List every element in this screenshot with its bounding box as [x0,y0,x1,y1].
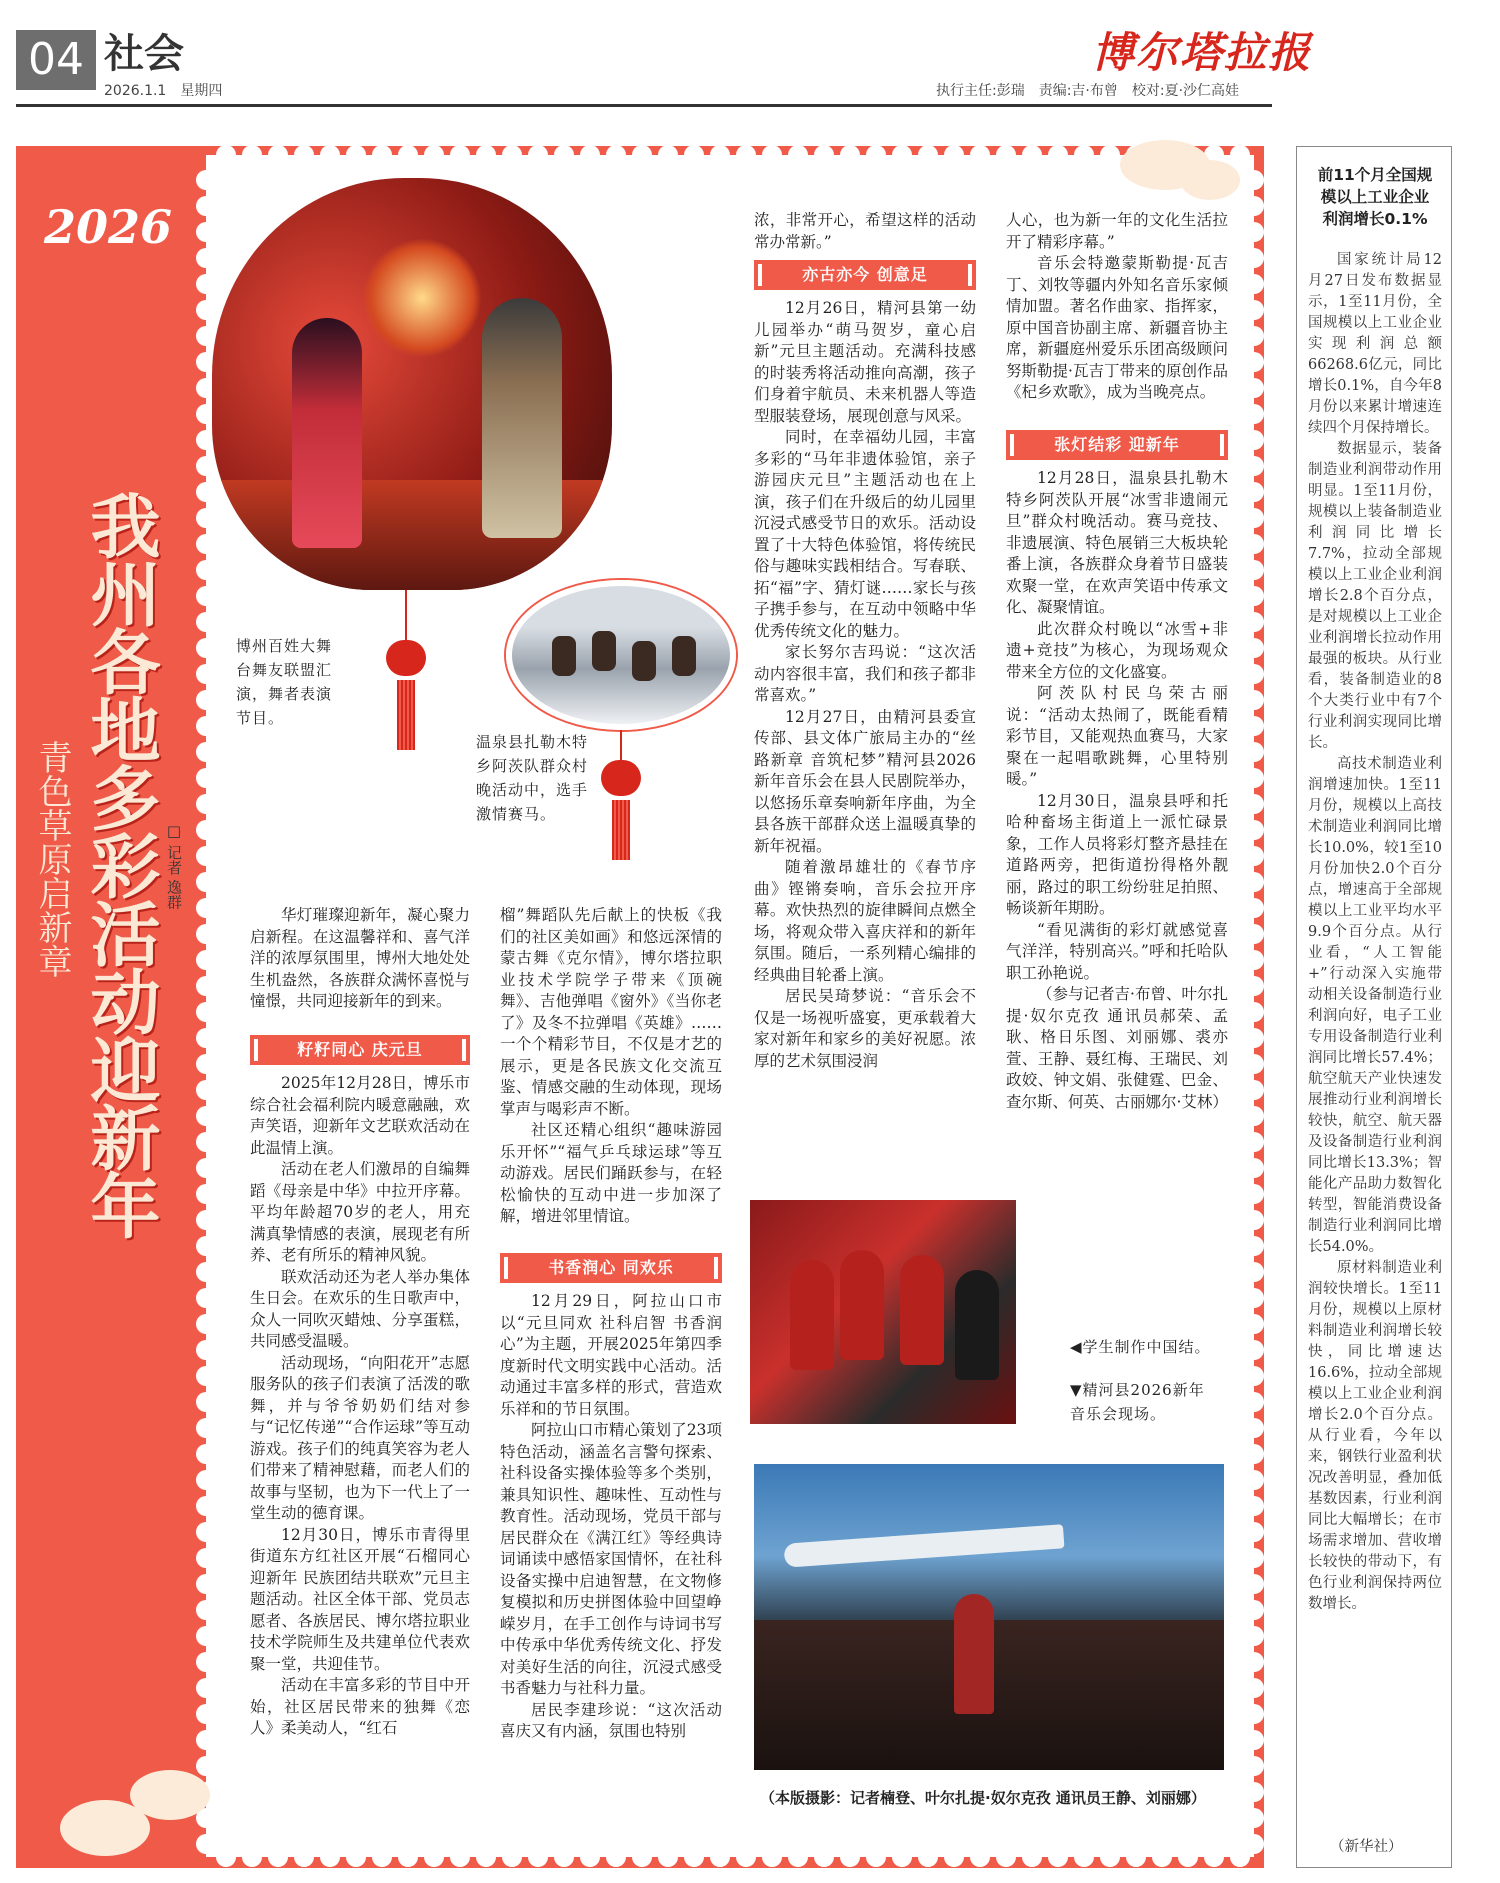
lantern-icon [601,760,641,796]
paragraph: 同时，在幸福幼儿园，丰富多彩的“马年非遗体验馆，亲子游园庆元旦”主题活动也在上演，孩子们在升级后的幼儿园里沉浸式感受节日的欢乐。活动设置了十大特色体验馆，将传统民俗与趣味实践相结合。写春联、拓“福”字、猜灯谜……家长与孩子携手参与，在互动中领略中华优秀传统文化的魅力。 [754,428,976,640]
scallop-dot [1244,1054,1264,1074]
scallop-dot [814,145,834,165]
subhead-4: 张灯结彩 迎新年 [1006,430,1228,460]
article-column-1b [250,1073,470,1740]
contributors-note: （参与记者吉·布曾、叶尔扎提·奴尔克孜 通讯员郝荣、孟耿、格日乐图、刘丽娜、裘亦萱、王静、聂红梅、王瑞民、刘政姣、钟文娟、张健霆、巴金、查尔斯、何英、古丽娜尔·艾林） [1006,985,1228,1111]
scallop-dot [1244,378,1264,398]
scallop-dot [1244,456,1264,476]
scallop-dot [1244,222,1264,242]
photo-credit: （本版摄影：记者楠登、叶尔扎提·奴尔克孜 通讯员王静、刘丽娜） [760,1789,1206,1807]
article-column-4b [1006,468,1228,1113]
scallop-dot [294,1847,314,1867]
subhead-2: 书香润心 同欢乐 [500,1253,722,1283]
scallop-dot [1244,794,1264,814]
scallop-dot [1244,1444,1264,1464]
scallop-dot [528,145,548,165]
scallop-dot [840,1847,860,1867]
scallop-dot [196,898,216,918]
scallop-dot [1244,508,1264,528]
scallop-dot [1244,846,1264,866]
scallop-dot [970,145,990,165]
scallop-dot [196,1340,216,1360]
scallop-dot [196,950,216,970]
scallop-dot [918,145,938,165]
scallop-dot [398,145,418,165]
paragraph: 12月29日，阿拉山口市以“元旦同欢 社科启智 书香润心”为主题，开展2025年第四季度新时代文明实践中心活动。活动通过丰富多样的形式，营造欢乐祥和的节日氛围。 [500,1292,722,1418]
scallop-dot [196,1262,216,1282]
paragraph: 12月30日，博乐市青得里街道东方红社区开展“石榴同心迎新年 民族团结共联欢”元旦主题活动。社区全体干部、党员志愿者、各族居民、博尔塔拉职业技术学院师生及共建单位代表欢聚一堂，共迎佳节。 [250,1525,470,1673]
scallop-dot [970,1847,990,1867]
scallop-dot [1152,1847,1172,1867]
news-brief-title: 前11个月全国规模以上工业企业利润增长0.1% [1317,166,1433,228]
scallop-dot [1244,1522,1264,1542]
header-rule [16,104,1272,107]
scallop-dot [1244,1392,1264,1412]
article-column-3a [754,210,976,253]
newspaper-masthead: 博尔塔拉报 [1092,28,1313,77]
scallop-dot [1244,1600,1264,1620]
news-brief-source: （新华社） [1330,1839,1403,1855]
scallop-dot [196,1756,216,1776]
scallop-dot [1022,1847,1042,1867]
paragraph: 12月26日，精河县第一幼儿园举办“萌马贺岁，童心启新”元旦主题活动。充满科技感的时装秀将活动推向高潮，孩子们身着宇航员、未来机器人等造型服装登场，展现创意与风采。 [754,299,976,425]
tassel-icon [612,800,630,860]
scallop-dot [196,1236,216,1256]
scallop-dot [196,1600,216,1620]
concert-photo [754,1464,1224,1770]
scallop-dot [1244,664,1264,684]
scallop-dot [866,145,886,165]
photo4-caption: ▼精河县2026新年音乐会现场。 [1070,1381,1205,1423]
scallop-dot [476,1847,496,1867]
scallop-dot [1244,1340,1264,1360]
scallop-dot [1100,1847,1120,1867]
scallop-dot [450,145,470,165]
scallop-dot [1244,898,1264,918]
paragraph: 居民吴琦梦说：“音乐会不仅是一场视听盛宴，更承载着大家对新年和家乡的美好祝愿。浓厚的艺术氛围浸润 [754,987,976,1070]
scallop-dot [196,1496,216,1516]
scallop-dot [1100,145,1120,165]
scallop-dot [196,690,216,710]
scallop-dot [684,1847,704,1867]
horse-race-photo [506,580,736,730]
scallop-dot [1244,1548,1264,1568]
scallop-dot [1244,872,1264,892]
scallop-dot [196,1158,216,1178]
scallop-dot [1244,430,1264,450]
scallop-dot [196,742,216,762]
scallop-dot [1244,1470,1264,1490]
scallop-dot [1244,612,1264,632]
scallop-dot [1244,1028,1264,1048]
scallop-dot [1244,1158,1264,1178]
scallop-dot [1244,404,1264,424]
scallop-dot [1244,534,1264,554]
scallop-dot [1244,1626,1264,1646]
paragraph: 数据显示，装备制造业利润带动作用明显。1至11月份，规模以上装备制造业利润同比增长7.7%，拉动全部规模以上工业企业利润增长2.8个百分点，是对规模以上工业企业利润增长拉动作用最强的板块。从行业看，装备制造业的8个大类行业中有7个行业利润实现同比增长。 [1308,441,1442,751]
scallop-dot [658,145,678,165]
scallop-dot [216,145,236,165]
scallop-dot [196,1574,216,1594]
scallop-dot [196,1834,216,1854]
paragraph: 阿茨队村民乌荣古丽说：“活动太热闹了，既能看精彩节目，又能观热血赛马，大家聚在一起唱歌跳舞，心里特别暖。” [1006,684,1228,788]
scallop-dot [196,664,216,684]
scallop-dot [1074,145,1094,165]
scallop-dot [242,1847,262,1867]
scallop-dot [196,716,216,736]
scallop-dot [1230,145,1250,165]
scallop-dot [1244,1730,1264,1750]
feature-headline: 我州各地多彩活动迎新年 [79,490,162,1238]
scallop-dot [196,1054,216,1074]
scallop-dot [196,1678,216,1698]
paragraph: 社区还精心组织“趣味游园乐开怀”“福气乒乓球运球”等互动游戏。居民们踊跃参与，在轻松愉快的互动中进一步加深了解，增进邻里情谊。 [500,1121,722,1225]
scallop-dot [1048,145,1068,165]
scallop-dot [196,170,216,190]
scallop-dot [1244,950,1264,970]
scallop-dot [632,1847,652,1867]
scallop-dot [346,1847,366,1867]
scallop-dot [918,1847,938,1867]
subhead-1: 籽籽同心 庆元旦 [250,1035,470,1065]
scallop-dot [424,1847,444,1867]
scallop-dot [944,145,964,165]
scallop-dot [320,1847,340,1867]
scallop-dot [1244,1834,1264,1854]
scallop-dot [788,1847,808,1867]
scallop-dot [606,145,626,165]
subhead-3: 亦古亦今 创意足 [754,260,976,290]
paragraph: “看见满街的彩灯就感觉喜气洋洋，特别高兴。”呼和托哈队职工孙艳说。 [1006,920,1228,982]
scallop-dot [196,222,216,242]
scallop-dot [1244,326,1264,346]
scallop-dot [1244,1106,1264,1126]
scallop-dot [814,1847,834,1867]
scallop-dot [1244,1496,1264,1516]
cloud-decoration [1180,160,1240,200]
scallop-dot [196,1392,216,1412]
scallop-dot [1244,196,1264,216]
paragraph: 高技术制造业利润增速加快。1至11月份，规模以上高技术制造业利润同比增长10.0%，较1至10月份加快2.0个百分点，增速高于全部规模以上工业平均水平9.9个百分点。从行业看，“人工智能+”行动深入实施带动相关设备制造行业利润向好，电子工业专用设备制造行业利润同比增长57.4%；航空航天产业快速发展推动行业利润增长较快，航空、航天器及设备制造行业利润同比增长13.3%；智能化产品助力数智化转型，智能消费设备制造行业利润同比增长54.0%。 [1308,756,1442,1255]
scallop-dot [762,145,782,165]
scallop-dot [1244,248,1264,268]
scallop-dot [216,1847,236,1867]
paragraph: 活动在老人们激昂的自编舞蹈《母亲是中华》中拉开序幕。平均年龄超70岁的老人，用充满真挚情感的表演，展现老有所养、老有所乐的精神风貌。 [250,1160,470,1264]
scallop-dot [196,248,216,268]
scallop-dot [196,1288,216,1308]
scallop-dot [1244,482,1264,502]
scallop-dot [1244,586,1264,606]
paragraph: 2025年12月28日，博乐市综合社会福利院内暖意融融，欢声笑语，迎新年文艺联欢活动在此温情上演。 [250,1074,470,1157]
paragraph: 12月28日，温泉县扎勒木特乡阿茨队开展“冰雪非遗闹元旦”群众村晚活动。赛马竞技、非遗展演、特色展销三大板块轮番上演，各族群众身着节日盛装欢聚一堂，在欢声笑语中传承文化、凝聚情谊。 [1006,469,1228,616]
scallop-dot [196,638,216,658]
scallop-dot [196,1470,216,1490]
reporter-byline: □ 记者 逸群 [165,822,183,910]
paragraph: 12月27日，由精河县委宣传部、县文体广旅局主办的“丝路新章 音筑杞梦”精河县2026新年音乐会在县人民剧院举办，以悠扬乐章奏响新年序曲，为全县各族干部群众送上温暖真挚的新年祝福。 [754,707,976,855]
photo3-caption: ◀学生制作中国结。 [1070,1338,1211,1356]
scallop-dot [1244,300,1264,320]
scallop-dot [1244,1210,1264,1230]
scallop-dot [196,820,216,840]
scallop-dot [1244,1652,1264,1672]
scallop-dot [372,1847,392,1867]
scallop-dot [736,145,756,165]
scallop-dot [196,846,216,866]
scallop-dot [196,1366,216,1386]
scallop-dot [1244,768,1264,788]
scallop-dot [196,1626,216,1646]
scallop-dot [196,1106,216,1126]
photo1-caption: 博州百姓大舞台舞友联盟汇演，舞者表演节目。 [236,637,333,727]
scallop-dot [892,1847,912,1867]
scallop-dot [196,1652,216,1672]
scallop-dot [294,145,314,165]
scallop-dot [196,1184,216,1204]
scallop-dot [1244,1288,1264,1308]
scallop-dot [996,1847,1016,1867]
scallop-dot [1244,1080,1264,1100]
scallop-dot [1244,1366,1264,1386]
scallop-dot [424,145,444,165]
scallop-dot [196,1522,216,1542]
scallop-dot [196,1002,216,1022]
scallop-dot [476,145,496,165]
scallop-dot [196,300,216,320]
scallop-dot [1244,690,1264,710]
scallop-dot [242,145,262,165]
scallop-dot [196,1444,216,1464]
scallop-dot [554,145,574,165]
paragraph: 联欢活动还为老人举办集体生日会。在欢乐的生日歌声中，众人一同吹灭蜡烛、分享蛋糕，共同感受温暖。 [250,1267,470,1350]
scallop-dot [788,145,808,165]
article-column-1a [250,905,470,1013]
article-column-2b [500,1291,722,1743]
scallop-dot [1244,1704,1264,1724]
scallop-dot [502,145,522,165]
scallop-dot [1244,1756,1264,1776]
scallop-dot [1244,924,1264,944]
scallop-dot [944,1847,964,1867]
scallop-dot [1244,1808,1264,1828]
paragraph: 国家统计局12月27日发布数据显示，1至11月份，全国规模以上工业企业实现利润总额66268.6亿元，同比增长0.1%，自今年8月份以来累计增速连续四个月保持增长。 [1308,252,1442,436]
article-column-4a [1006,210,1228,404]
scallop-dot [196,612,216,632]
paragraph: 活动现场，“向阳花开”志愿服务队的孩子们表演了活泼的歌舞，并与爷爷奶奶们结对参与“记忆传递”“合作运球”等互动游戏。孩子们的纯真笑容为老人们带来了精神慰藉，而老人们的故事与坚韧，也为下一代上了一堂生动的德育课。 [250,1353,470,1522]
scallop-dot [1204,1847,1224,1867]
scallop-dot [1244,274,1264,294]
scallop-dot [1244,352,1264,372]
scallop-dot [1244,1678,1264,1698]
scallop-dot [196,1028,216,1048]
scallop-dot [1244,1574,1264,1594]
section-title: 社会 [104,31,184,77]
scallop-dot [580,1847,600,1867]
scallop-dot [736,1847,756,1867]
paragraph: 活动在丰富多彩的节目中开始，社区居民带来的独舞《恋人》柔美动人，“红石 [250,1676,470,1737]
scallop-dot [196,326,216,346]
scallop-dot [1244,638,1264,658]
scallop-dot [196,794,216,814]
scallop-dot [1244,1236,1264,1256]
article-column-2a [500,905,722,1228]
scallop-dot [320,145,340,165]
scallop-dot [1126,1847,1146,1867]
scallop-dot [632,145,652,165]
paragraph: 随着激昂雄壮的《春节序曲》铿锵奏响，音乐会拉开序幕。欢快热烈的旋律瞬间点燃全场，将观众带入喜庆祥和的新年氛围。随后，一系列精心编排的经典曲目轮番上演。 [754,858,976,984]
scallop-dot [196,1418,216,1438]
scallop-dot [196,1730,216,1750]
tassel-icon [397,680,415,750]
scallop-dot [398,1847,418,1867]
scallop-dot [196,1704,216,1724]
scallop-dot [1244,742,1264,762]
paragraph: 浓，非常开心，希望这样的活动常办常新。” [754,211,976,251]
paragraph: 榴”舞蹈队先后献上的快板《我们的社区美如画》和悠远深情的蒙古舞《克尔情》，博尔塔拉职业技术学院学子带来《顶碗舞》、吉他弹唱《窗外》《当你老了》及冬不拉弹唱《英雄》……一个个精彩节目，不仅是才艺的展示，更是各民族文化交流互鉴、情感交融的生动体现，现场掌声与喝彩声不断。 [500,906,722,1118]
scallop-dot [528,1847,548,1867]
scallop-dot [1244,1782,1264,1802]
chinese-knot-photo [750,1200,1016,1424]
scallop-dot [1244,1132,1264,1152]
issue-date: 2026.1.1 星期四 [104,83,223,99]
scallop-dot [196,1132,216,1152]
scallop-dot [866,1847,886,1867]
paragraph: 居民李建珍说：“这次活动喜庆又有内涵，氛围也特别 [500,1700,722,1740]
paragraph: 人心，也为新一年的文化生活拉开了精彩序幕。” [1006,211,1228,251]
year-decoration: 2026 [44,200,173,254]
scallop-dot [710,145,730,165]
scallop-dot [346,145,366,165]
scallop-dot [1244,716,1264,736]
scallop-dot [996,145,1016,165]
scallop-dot [658,1847,678,1867]
scallop-dot [1178,1847,1198,1867]
scallop-dot [606,1847,626,1867]
scallop-dot [840,145,860,165]
scallop-dot [554,1847,574,1867]
scallop-dot [684,145,704,165]
scallop-dot [196,1210,216,1230]
article-column-3b [754,298,976,1072]
paragraph: 音乐会特邀蒙斯勒提·瓦吉丁、刘牧等疆内外知名音乐家倾情加盟。著名作曲家、指挥家，原中国音协副主席、新疆音协主席，新疆庭州爱乐乐团高级顾问努斯勒提·瓦吉丁带来的原创作品《杞乡欢歌》，成为当晚亮点。 [1006,254,1228,401]
paragraph: 12月30日，温泉县呼和托哈种畜场主街道上一派忙碌景象，工作人员将彩灯整齐悬挂在道路两旁，把街道扮得格外靓丽，路过的职工纷纷驻足拍照、畅谈新年期盼。 [1006,791,1228,917]
paragraph: 阿拉山口市精心策划了23项特色活动，涵盖名言警句探索、社科设备实操体验等多个类别，兼具知识性、趣味性、互动性与教育性。活动现场，党员干部与居民群众在《满江红》等经典诗词诵读中感悟家国情怀，在社科设备实操中启迪智慧，在文物修复模拟和历史拼图体验中回望峥嵘岁月，在手工创作与诗词书写中传承中华优秀传统文化、抒发对美好生活的向往，沉浸式感受书香魅力与社科力量。 [500,1421,722,1697]
paragraph: 原材料制造业利润较快增长。1至11月份，规模以上原材料制造业利润增长较快，同比增速达16.6%，拉动全部规模以上工业企业利润增长2.0个百分点。从行业看，今年以来，钢铁行业盈利状况改善明显，叠加低基数因素，行业利润同比大幅增长；在市场需求增加、营收增长较快的带动下，有色行业利润保持两位数增长。 [1308,1260,1442,1612]
scallop-dot [1244,170,1264,190]
scallop-dot [196,976,216,996]
dance-performance-photo [212,178,612,590]
scallop-dot [580,145,600,165]
page-number: 04 [16,30,96,90]
news-brief-body [1308,250,1442,1615]
paragraph: 华灯璀璨迎新年，凝心聚力启新程。在这温馨祥和、喜气洋洋的浓厚氛围里，博州大地处处生机盎然，各族群众满怀喜悦与憧憬，共同迎接新年的到来。 [250,906,470,1010]
scallop-dot [892,145,912,165]
scallop-dot [450,1847,470,1867]
scallop-dot [372,145,392,165]
scallop-dot [196,924,216,944]
scallop-dot [196,768,216,788]
scallop-dot [1244,1262,1264,1282]
scallop-dot [196,1080,216,1100]
scallop-dot [1244,1184,1264,1204]
scallop-dot [1244,1002,1264,1022]
scallop-dot [1022,145,1042,165]
paragraph: 家长努尔吉玛说：“这次活动内容很丰富，我们和孩子都非常喜欢。” [754,643,976,704]
scallop-dot [196,872,216,892]
scallop-dot [762,1847,782,1867]
scallop-dot [1244,1418,1264,1438]
scallop-dot [196,196,216,216]
feature-subtitle: 青色草原启新章 [32,740,72,978]
scallop-dot [1244,820,1264,840]
lantern-icon [386,640,426,676]
scallop-dot [196,1548,216,1568]
scallop-dot [196,274,216,294]
photo2-caption: 温泉县扎勒木特乡阿茨队群众村晚活动中，选手激情赛马。 [476,733,589,823]
scallop-dot [268,145,288,165]
scallop-dot [1048,1847,1068,1867]
scallop-dot [196,1314,216,1334]
scallop-dot [268,1847,288,1867]
scallop-dot [1244,1314,1264,1334]
scallop-dot [710,1847,730,1867]
paragraph: 此次群众村晚以“冰雪+非遗+竞技”为核心，为现场观众带来全方位的文化盛宴。 [1006,619,1228,681]
scallop-dot [502,1847,522,1867]
scallop-dot [1074,1847,1094,1867]
scallop-dot [196,456,216,476]
cloud-decoration [60,1800,150,1856]
editor-credits: 执行主任:彭瑞 责编:吉·布曾 校对:夏·沙仁高娃 [936,83,1240,99]
scallop-dot [1244,976,1264,996]
scallop-dot [1244,560,1264,580]
